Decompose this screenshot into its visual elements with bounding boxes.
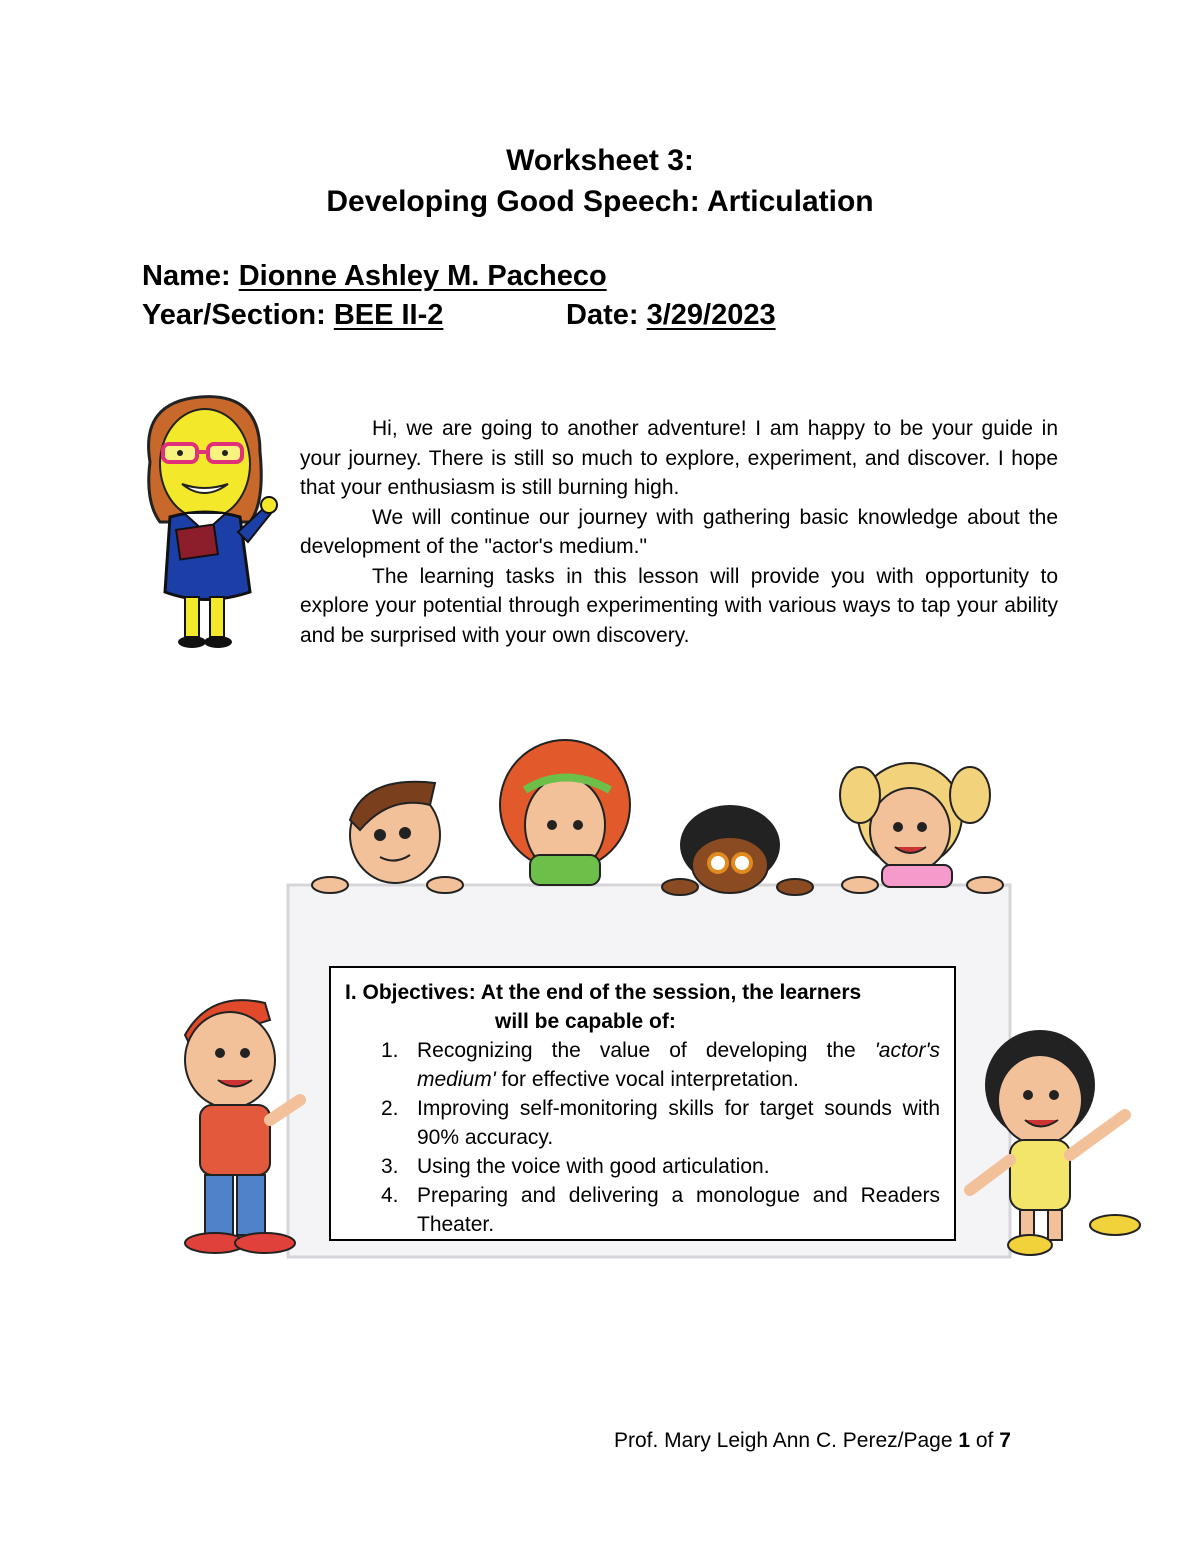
intro-text (300, 414, 1058, 650)
kid-blonde-hair (840, 763, 1003, 893)
objective-number: 4. (381, 1184, 399, 1207)
title-line-1: Worksheet 3: (506, 144, 694, 177)
objective-item: 1. Recognizing the value of developing the 'actor's medium' for effective vocal interpretation. (417, 1036, 940, 1094)
name-row (142, 260, 607, 293)
intro-paragraph-3: The learning tasks in this lesson will provide you with opportunity to explore your potential through experimenting with various ways to tap your ability and be surprised with your own discovery. (300, 564, 1058, 647)
kid-curly-hair (662, 805, 813, 895)
footer-page-number: 1 (958, 1429, 971, 1452)
objectives-list (345, 1036, 940, 1239)
objectives-box (329, 966, 956, 1241)
footer-page-total: 7 (999, 1429, 1011, 1452)
intro-paragraph-1: Hi, we are going to another adventure! I am happy to be your guide in your journey. There is still so much to explore, experiment, and discover. I hope that your enthusiasm is still burning high. (300, 417, 1058, 499)
page-footer: Prof. Mary Leigh Ann C. Perez/Page 1 of 7 (614, 1429, 1011, 1452)
objectives-heading-cont: will be capable of: (495, 1010, 676, 1033)
title-line-2: Developing Good Speech: Articulation (326, 185, 874, 218)
objective-item: 3. Using the voice with good articulation. (417, 1152, 940, 1181)
objective-number: 1. (381, 1039, 399, 1062)
objective-number: 2. (381, 1097, 399, 1120)
name-label: Name: (142, 260, 231, 292)
section-value: BEE II-2 (333, 299, 444, 331)
objective-emphasis: 'actor's medium' (417, 1039, 940, 1091)
objective-item: 4. Preparing and delivering a monologue and Readers Theater. (417, 1181, 940, 1239)
intro-paragraph-2: We will continue our journey with gathering basic knowledge about the development of the "actor's medium." (300, 505, 1058, 558)
objective-number: 3. (381, 1155, 399, 1178)
kid-cap-boy (185, 1000, 300, 1253)
section-row (142, 299, 480, 332)
date-value: 3/29/2023 (646, 299, 776, 331)
objective-item: 2. Improving self-monitoring skills for target sounds with 90% accuracy. (417, 1094, 940, 1152)
kid-red-hair (500, 740, 630, 885)
worksheet-title (0, 140, 1200, 222)
date-label: Date: (566, 299, 639, 331)
footer-author: Prof. Mary Leigh Ann C. Perez/Page (614, 1429, 959, 1452)
date-row (566, 299, 776, 332)
section-label: Year/Section: (142, 299, 326, 331)
teacher-illustration (130, 392, 290, 657)
objectives-heading: I. Objectives: At the end of the session, the learners (345, 981, 862, 1004)
kid-brown-hair (312, 782, 463, 893)
name-value: Dionne Ashley M. Pacheco (238, 260, 607, 292)
